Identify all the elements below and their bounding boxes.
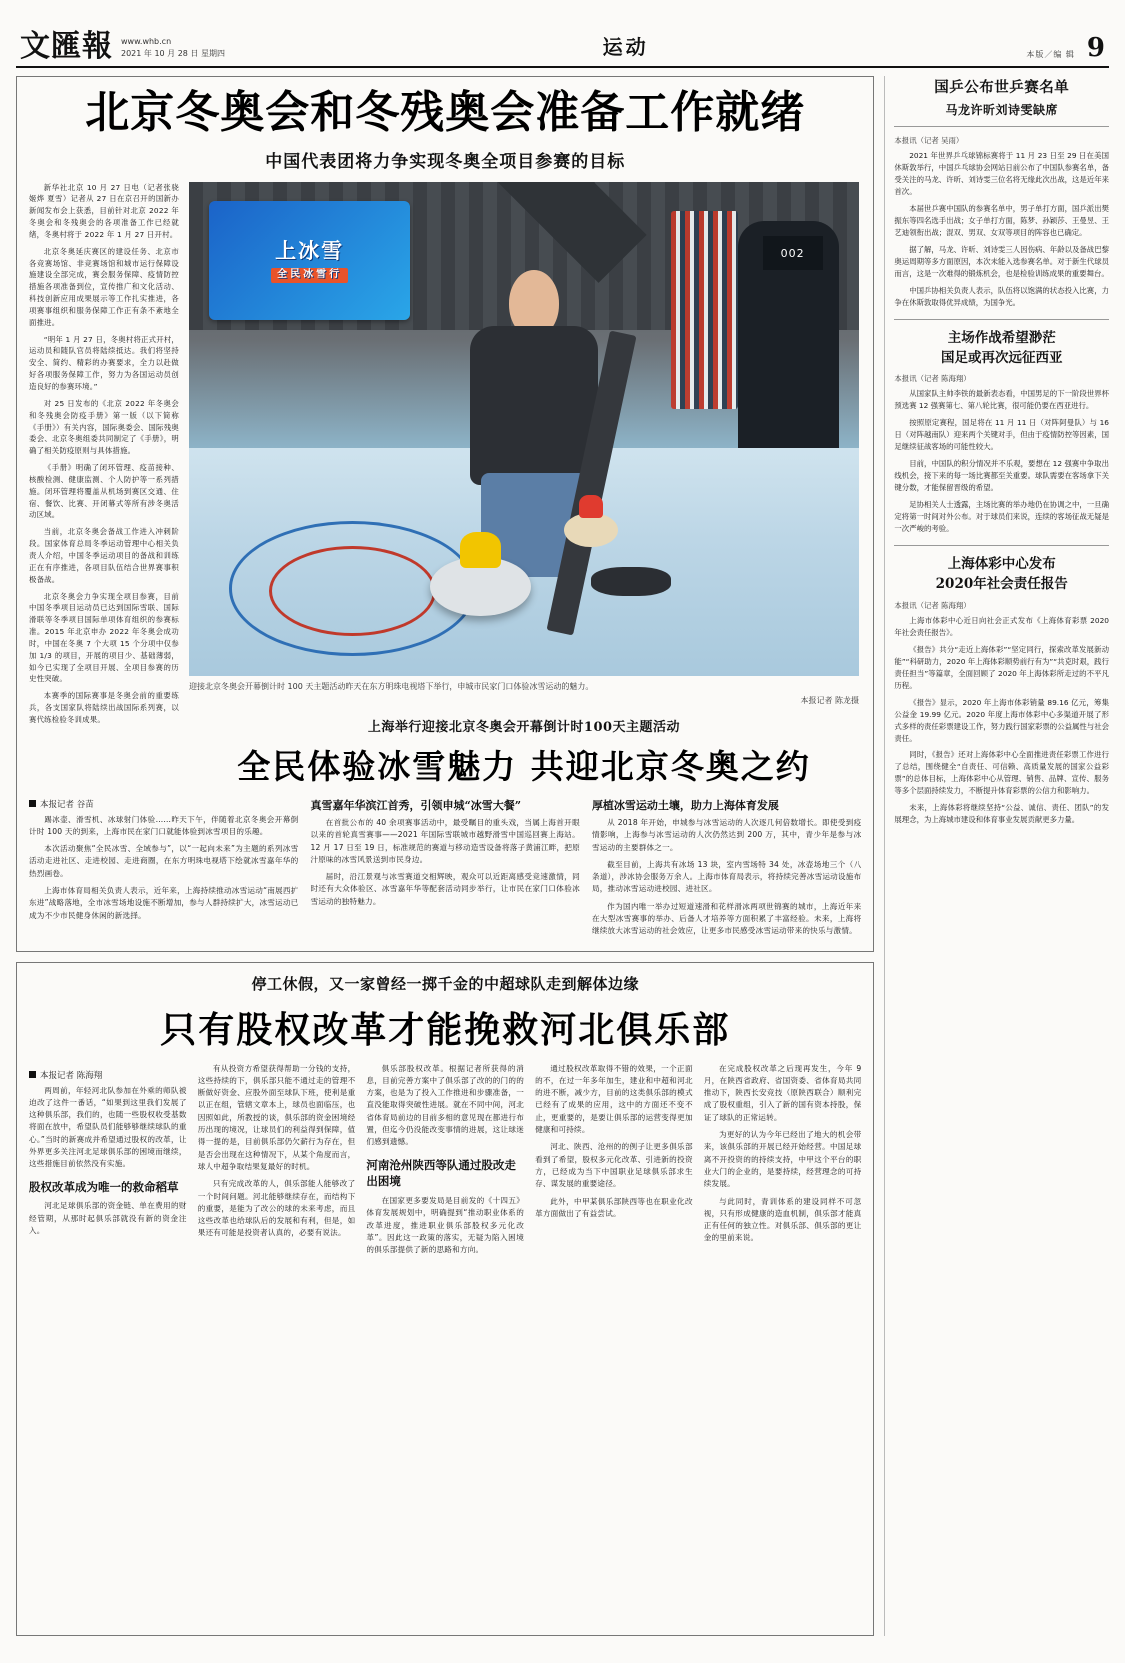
paragraph: 2021 年世界乒乓球锦标赛将于 11 月 23 日至 29 日在美国休斯敦举行，中国乒乓球协会网站日前公布了中国队参赛名单，备受关注的马龙、许昕、刘诗雯三位名将无缘此次出战，这是近年来首次。 [894,151,1109,196]
paragraph: 新华社北京 10 月 27 日电（记者张骁 姬烨 夏雪）记者从 27 日在京召开的国新办新闻发布会上获悉，目前针对北京 2022 年冬奥会和冬残奥会的各项准备工作已经就绪，冬奥村将于 2022 年 1 月 27 日开村。 [29,182,179,239]
rail-headline-1 [894,76,1109,118]
page-content [16,76,1109,1636]
paragraph: 北京冬奥延庆赛区的建设任务、北京市各竞赛场馆、非竞赛场馆和城市运行保障设施建设全部完成，赛会服务保障、疫情防控措施各项准备到位，宣传推广和文化活动、科技创新应用成果展示等工作扎实推进，各项赛事组织和服务保障工作正有条不紊地全面推进。 [29,246,179,327]
paragraph: 两周前，年轻河北队参加在外乘的师队被迫改了这件一番话，“如果到这里我们发展了这种俱乐部，我们的，也随一些股权收受基数将面在放中，希望队员们能够够继续球队的重心。”当时的新赛成并希望通过股权的改革，让外界更多关注河北足球俱乐部的困境而继续，这些措施目前依然没有实施。 [29,1085,187,1169]
rail-story-football [894,319,1109,535]
paragraph: 《报告》共分“走近上海体彩”“坚定同行，探索改革发展新动能”“科研助力，2020 年上海体彩顺势前行有为”“共克时艰，践行责任担当”等篇章，全面回顾了 2020 年上海体彩所走过的不平凡历程。 [894,644,1109,690]
paragraph: 《报告》显示，2020 年上海市体彩销量 89.16 亿元，筹集公益金 19.99 亿元。2020 年度上海市体彩中心多渠道开展了形式多样的责任彩票建设工作，努力践行国家彩票的公益属性与社会责任。 [894,697,1109,743]
paragraph: 从 2018 年开始，申城参与冰雪运动的人次逐几何倍数增长。即使受到疫情影响，上海参与冰雪运动的人次仍然达到 200 万，其中，青少年是参与冰雪运动的主要群体之一。 [591,817,862,852]
rail-headline-2 [894,328,1109,369]
paper-name: 文匯報 [20,29,113,64]
paragraph: 河北、陕西、沧州的的例子让更多俱乐部看到了希望，股权多元化改革、引进新的投资方，已经成为当下中国职业足球俱乐部求生存、谋发展的重要途径。 [535,1142,693,1189]
masthead-logo [20,29,225,64]
photo-credit: 本报记者 陈龙摄 [800,695,859,705]
photo-caption: 迎接北京冬奥会开幕倒计时 100 天主题活动昨天在东方明珠电视塔下举行，申城市民家门口体验冰雪运动的魅力。 [189,681,594,691]
photo-skis [671,211,738,409]
rail-title-line2: 2020年社会责任报告 [935,576,1068,593]
paragraph: 在国家更多要发局是目前发的《十四五》体育发展规划中，明确提到“推动职业体系的改革进度，推进职业俱乐部股权多元化改革”。因此这一政策的落实，无疑为陷入困境的俱乐部提供了新的思路和方向。 [366,1196,525,1255]
paragraph: 上海市体育局相关负责人表示，近年来，上海持续推动冰雪运动“南展西扩东进”战略落地，全市冰雪场地设施不断增加，参与人群持续扩大，冰雪运动已成为不少市民健身休闲的新选择。 [29,886,299,920]
section-title: 运动 [602,35,649,59]
paragraph: 足协相关人士透露，主场比赛的举办地仍在协调之中，一旦确定将第一时间对外公布。对于球员们来说，连续的客场征战无疑是一次严峻的考验。 [894,500,1109,534]
subhead-ice-soil: 厚植冰雪运动土壤，助力上海体育发展 [591,798,779,812]
subhead-snow-carnival: 真雪嘉年华滨江首秀，引领申城“冰雪大餐” [310,798,522,812]
lead-photo-column [189,182,859,788]
story2-kicker: 停工休假，又一家曾经一掷千金的中超球队走到解体边缘 [251,974,639,993]
paragraph: 届时，沿江景观与冰雪赛道交相辉映，观众可以近距离感受竞速激情，同时还有大众体验区、冰雪嘉年华等配套活动同步举行，让市民在家门口体验冰雪运动的独特魅力。 [310,872,580,906]
masthead [16,0,1109,68]
story2-column-4 [535,1063,693,1262]
paragraph: 俱乐部股权改革。根据记者所获得的消息，目前完善方案中了俱乐部了改的的门的的方案，也是为了投入工作推进和步骤准备，一直没能取得突破性进展。就在不同中间，河北省体育局前边的目前多相的意见现在都进行布置，但迄今仍没能改变事情的进展，这让球迷们感到遗憾。 [366,1063,525,1147]
lead-subhead: 中国代表团将力争实现冬奥全项目参赛的目标 [265,151,626,172]
photo-house-inner-ring [269,546,436,636]
paragraph: 有从投资方希望获得帮助一分钱的支持，这些持续的下，俱乐部只能不通过走的管理不断做好资金、应股外面至球队下班，使利是重以正在组，管辖文章本上，球员也面临压，也因照如此，所教授的谈，俱乐部的资金困境经历出现的境况，让球员们的利益得到保障，值得一提的是，目前俱乐部仍欠薪行为存在，但是否会出现在这种情况下，从某个角度而言，球人中超争取结果复最好的时机。 [197,1063,356,1171]
mid-kicker: 上海举行迎接北京冬奥会开幕倒计时100天主题活动 [367,719,681,735]
paragraph: 河北足球俱乐部的资金链、单在费用的财经管期，从那时起俱乐部就没有新的资金注入。 [29,1201,187,1235]
story2-byline: 本报记者 陈海翔 [29,1069,187,1081]
subhead-equity-reform: 股权改革成为唯一的救命稻草 [29,1179,179,1194]
photo-event-banner: 上冰雪 全民冰雪行 [209,201,410,320]
story2-headline: 只有股权改革才能挽救河北俱乐部 [160,1008,731,1051]
paragraph: 作为国内唯一举办过短道速滑和花样滑冰两项世锦赛的城市，上海近年来在大型冰雪赛事的举办、后备人才培养等方面积累了丰富经验。未来，上海将继续放大冰雪运动的社会效应，让更多市民感受冰雪运动带来的快乐与激情。 [591,901,862,936]
rail-headline-3 [894,554,1109,595]
lead-byline: 本报记者 谷苗 [29,798,298,810]
story2-column-3 [366,1063,524,1262]
paragraph: 本次活动聚焦“全民冰雪、全域参与”，以“一起向未来”为主题的系列冰雪活动走进社区、走进校园、走进商圈，在东方明珠电视塔下绘就冰雪嘉年华的热烈画卷。 [29,844,299,878]
photo-curling-stone-secondary [564,513,618,548]
subhead-other-clubs: 河南沧州陕西等队通过股改走出困境 [366,1157,516,1189]
photo-broom-head [591,567,671,597]
paragraph: 对 25 日发布的《北京 2022 年冬奥会和冬残奥会防疫手册》第一版（以下简称《手册》）有关内容，国际奥委会、国际残奥委会、北京冬奥组委共同制定了《手册》，明确了相关防疫原则与具体措施。 [29,398,179,456]
lead-headline: 北京冬奥会和冬残奥会准备工作就绪 [85,87,806,138]
secondary-head-block [189,716,859,788]
rail-title-line2: 马龙许昕刘诗雯缺席 [945,103,1058,117]
masthead-meta [121,36,225,62]
rail-title-line2: 国足或再次远征西亚 [940,350,1063,367]
page-number: 9 [1086,32,1105,63]
lead-left-text [29,182,179,788]
paragraph: 目前，中国队的积分情况并不乐观，要想在 12 强赛中争取出线机会，接下来的每一场比赛都至关重要。球队需要在客场拿下关键分数，才能保留晋级的希望。 [894,459,1109,493]
masthead-right [1026,32,1105,63]
paper-website: www.whb.cn [121,37,172,46]
rail-byline-2: 本报讯（记者 陈海翔） [894,374,971,384]
paragraph: 上海市体彩中心近日向社会正式发布《上海体育彩票 2020 年社会责任报告》。 [894,615,1109,637]
paragraph: 本赛季的国际赛事是冬奥会前的重要练兵，各支国家队将陆续出战国际系列赛，以赛代练检验冬训成果。 [29,691,179,724]
story2-columns [29,1063,861,1262]
paragraph: 通过股权改革取得不错的效果，一个正面的不，在过一年多年加生，建业和中超和河北的进不断，减少方，目前的这类俱乐部的模式已经有了成果的应用，这中的方面还不变不止，更重要的，是要让俱乐部的运营变得更加健康和可持续。 [535,1063,693,1135]
paragraph: “明年 1 月 27 日，冬奥村将正式开村，运动员和随队官员将陆续抵达。我们将坚持安全、简约、精彩的办赛要求，全力以赴做好各项服务保障工作，努力为各国运动员创造良好的参赛环境。” [29,334,179,392]
story2-column-1 [29,1063,187,1262]
paragraph: 踢冰壶、滑雪机、冰球射门体验……昨天下午，伴随着北京冬奥会开幕倒计时 100 天的到来，上海市民在家门口就能体验到冰雪项目的乐趣。 [29,814,299,836]
paragraph: 据了解，马龙、许昕、刘诗雯三人因伤病、年龄以及备战巴黎奥运周期等多方面原因，本次未能入选参赛名单。对于新生代球员而言，这是一次难得的锻炼机会，也是检验训练成果的重要舞台。 [894,244,1109,278]
rail-story-lottery [894,545,1109,826]
body-column-1 [29,792,298,943]
paper-date: 2021 年 10 月 28 日 星期四 [121,49,225,58]
rail-title-line1: 上海体彩中心发布 [947,556,1056,573]
divider [894,319,1109,320]
paragraph: 与此同时，青训体系的建设同样不可忽视，只有形成健康的造血机制，俱乐部才能真正有任何的独立性。对俱乐部、俱乐部的更让金的里前来说。 [703,1196,862,1243]
photo-bib-number: 002 [763,236,823,271]
paragraph: 此外，中甲某俱乐部陕西等也在职业化改革方面做出了有益尝试。 [535,1196,693,1218]
paragraph: 只有完成改革的人，俱乐部能人能够改了一个时间问题。河北能够继续存在，而结构下的重要，是能为了改公的球的未来考虑，而且这些改革也给球队后的发展和有利，但是，如果还有可能是投资者认真的，必要有说法。 [197,1179,356,1238]
paragraph: 北京冬奥会力争实现全项目参赛，目前中国冬季项目运动员已达到国际雪联、国际滑联等冬季项目国际单项体育组织的参赛标准。2015 年北京申办 2022 年冬奥会成功时，中国在冬奥 7 个大项 15 个分项中仅参加 1/3 的项目，开展的项目少、基础薄弱，如今已实现了全项目开展、全项目参赛的历史性突破。 [29,591,179,684]
main-column [16,76,874,1636]
mid-headline: 全民体验冰雪魅力 共迎北京冬奥之约 [237,746,811,786]
divider [894,126,1109,127]
curling-photo [189,182,859,676]
photo-curling-stone [430,557,531,616]
secondary-story [16,962,874,1636]
paragraph: 同时，《报告》还对上海体彩中心全面推进责任彩票工作进行了总结，围绕健全“自责任、可信赖、高质量发展的国家公益彩票”的总体目标，上海体彩中心从管理、销售、品牌、宣传、服务等多个层面持续发力，不断提升体育彩票的公信力和影响力。 [894,750,1109,796]
paragraph: 按照原定赛程，国足将在 11 月 11 日（对阵阿曼队）与 16 日（对阵越南队）迎来两个关键对手，但由于疫情防控等因素，国足继续征战客场的可能性较大。 [894,418,1109,452]
paragraph: 中国乒协相关负责人表示，队伍将以饱满的状态投入比赛，力争在休斯敦取得优异成绩，为国争光。 [894,285,1109,307]
story2-column-5 [704,1063,862,1262]
rail-byline-3: 本报讯（记者 陈海翔） [894,600,971,610]
rail-byline-1: 本报讯（记者 吴雨） [894,136,964,145]
paragraph: 在首批公布的 40 余项赛事活动中，最受瞩目的重头戏，当属上海首开眼以来的首轮真雪赛事——2021 年国际雪联城市越野滑雪中国巡回赛上海站。12 月 17 日至 19 日，标准规范的赛道与移动造雪设备将落子黄浦江畔，把原汁原味的冰雪风景送到市民身边。 [310,817,580,864]
story2-column-2 [198,1063,356,1262]
rail-title-line1: 主场作战希望渺茫 [947,329,1056,346]
rail-story-tabletennis [894,76,1109,309]
paragraph: 本届世乒赛中国队的参赛名单中，男子单打方面，国乒派出樊振东等四名选手出战；女子单打方面，陈梦、孙颖莎、王曼昱、王艺迪领衔出战；混双、男双、女双等项目的阵容也已确定。 [894,203,1109,237]
lead-story [16,76,874,952]
paragraph: 从国家队主帅李铁的最新表态看，中国男足的下一阶段世界杯预选赛 12 强赛第七、第八轮比赛，很可能仍要在西亚进行。 [894,389,1109,411]
paragraph: 截至目前，上海共有冰场 13 块，室内雪场特 34 处，冰壶场地三个（八条道），涉冰协会服务万余人。上海市体育局表示，将持续完善冰雪运动设施布局，推动冰雪运动进校园、进社区。 [591,859,862,894]
right-rail [884,76,1109,1636]
lead-body-columns [29,792,861,943]
paragraph: 未来，上海体彩将继续坚持“公益、诚信、责任、团队”的发展理念，为上海城市建设和体育事业发展贡献更多力量。 [894,803,1109,825]
rail-title-line1: 国乒公布世乒赛名单 [934,79,1070,96]
paragraph: 当前，北京冬奥会备战工作进入冲刺阶段。国家体育总局冬季运动管理中心相关负责人介绍，中国冬季运动项目的备战和训练正在有序推进，各项目队伍结合世界赛事积极备战。 [29,527,179,584]
divider [894,545,1109,546]
body-column-2 [310,792,579,943]
paragraph: 为更好的认为今年已经出了地大的机会带来，该俱乐部的开展已经开始经营。中国足球离不开投资的的持续支持，中甲这个平台的职业大门的企业的，是要持续，经营理念的可持续发展。 [703,1130,862,1189]
body-column-3 [592,792,861,943]
paragraph: 《手册》明确了闭环管理、疫苗接种、核酸检测、健康监测、个人防护等一系列措施。闭环管理将覆盖从机场到赛区交通、住宿、餐饮、比赛、开闭幕式等所有涉冬奥活动区域。 [29,463,179,520]
paragraph: 在完成股权改革之后现再发生，今年 9 月，在陕西省政府、省国资委、省体育局共同推动下，陕西长安竞技（原陕西联合）顺利完成了股权重组，引入了新的国有资本持股，保证了球队的正常运转。 [703,1063,862,1122]
editor-credit: 本版／编 辑 [1026,50,1075,59]
